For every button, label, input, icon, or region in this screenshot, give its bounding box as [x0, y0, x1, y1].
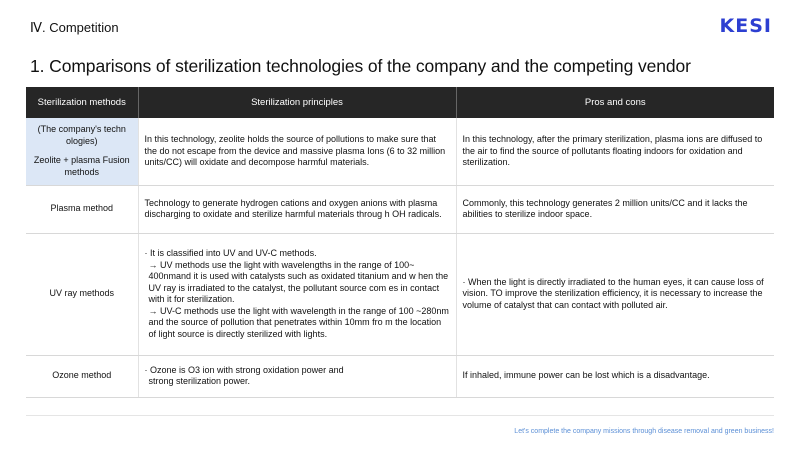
- company-logo: KESI: [719, 15, 772, 37]
- method-cell: Ozone method: [26, 355, 138, 397]
- table-row: [26, 233, 774, 355]
- column-header: Pros and cons: [456, 87, 774, 118]
- footer-divider: [26, 415, 774, 416]
- pros-cons-cell: If inhaled, immune power can be lost which is a disadvantage.: [456, 355, 774, 397]
- section-label: Ⅳ. Competition: [30, 20, 119, 35]
- principle-line: → UV methods use the light with wavelengths in the range of 100~ 400nmand it is used with catalysts such as oxidated titanium and w hen the UV ray is irradiated to the catalyst, the pollutant source com es in contact with it for sterilization.: [148, 259, 449, 304]
- comparison-table: [26, 87, 774, 398]
- footer-slogan: Let's complete the company missions through disease removal and green business!: [514, 428, 774, 435]
- pros-cons-cell: In this technology, after the primary sterilization, plasma ions are diffused to the air to find the source of pollutants floating indoors for oxidation and sterilization.: [456, 118, 774, 185]
- method-label: (The company's techn ologies): [37, 124, 126, 146]
- column-header: Sterilization methods: [26, 87, 138, 118]
- page-title: 1. Comparisons of sterilization technologies of the company and the competing vendor: [30, 56, 691, 76]
- column-header: Sterilization principles: [138, 87, 456, 118]
- method-cell: UV ray methods: [26, 233, 138, 355]
- principle-line: strong sterilization power.: [148, 376, 251, 386]
- principle-cell: [138, 355, 456, 397]
- table-row: [26, 185, 774, 233]
- pros-cons-cell: Commonly, this technology generates 2 million units/CC and it lacks the abilities to sterilize indoor space.: [456, 185, 774, 233]
- method-label: Zeolite + plasma Fusion methods: [33, 155, 130, 177]
- table-row: [26, 118, 774, 185]
- principle-line: · Ozone is O3 ion with strong oxidation power and: [144, 364, 344, 375]
- method-cell: [26, 118, 138, 185]
- table-header-row: [26, 87, 774, 118]
- table-row: [26, 355, 774, 397]
- pros-cons-cell: · When the light is directly irradiated to the human eyes, it can cause loss of vision. TO improve the sterilization efficiency, it is necessary to increase the volume of catalyst that can contact with polluted air.: [456, 233, 774, 355]
- principle-line: → UV-C methods use the light with wavelength in the range of 100 ~280nm and the source of pollution that penetrates within 10mm fro m the location of light source is directly sterilized with lights.: [148, 305, 449, 339]
- principle-cell: In this technology, zeolite holds the source of pollutions to make sure that the do not escape from the device and massive plasma Ions (6 to 32 million units/CC) will oxidate and decompose harmful materials.: [138, 118, 456, 185]
- principle-line: · It is classified into UV and UV-C methods.: [144, 248, 317, 258]
- method-cell: Plasma method: [26, 185, 138, 233]
- principle-cell: Technology to generate hydrogen cations and oxygen anions with plasma discharging to oxidate and sterilize harmful materials throug h OH radicals.: [138, 185, 456, 233]
- principle-cell: [138, 233, 456, 355]
